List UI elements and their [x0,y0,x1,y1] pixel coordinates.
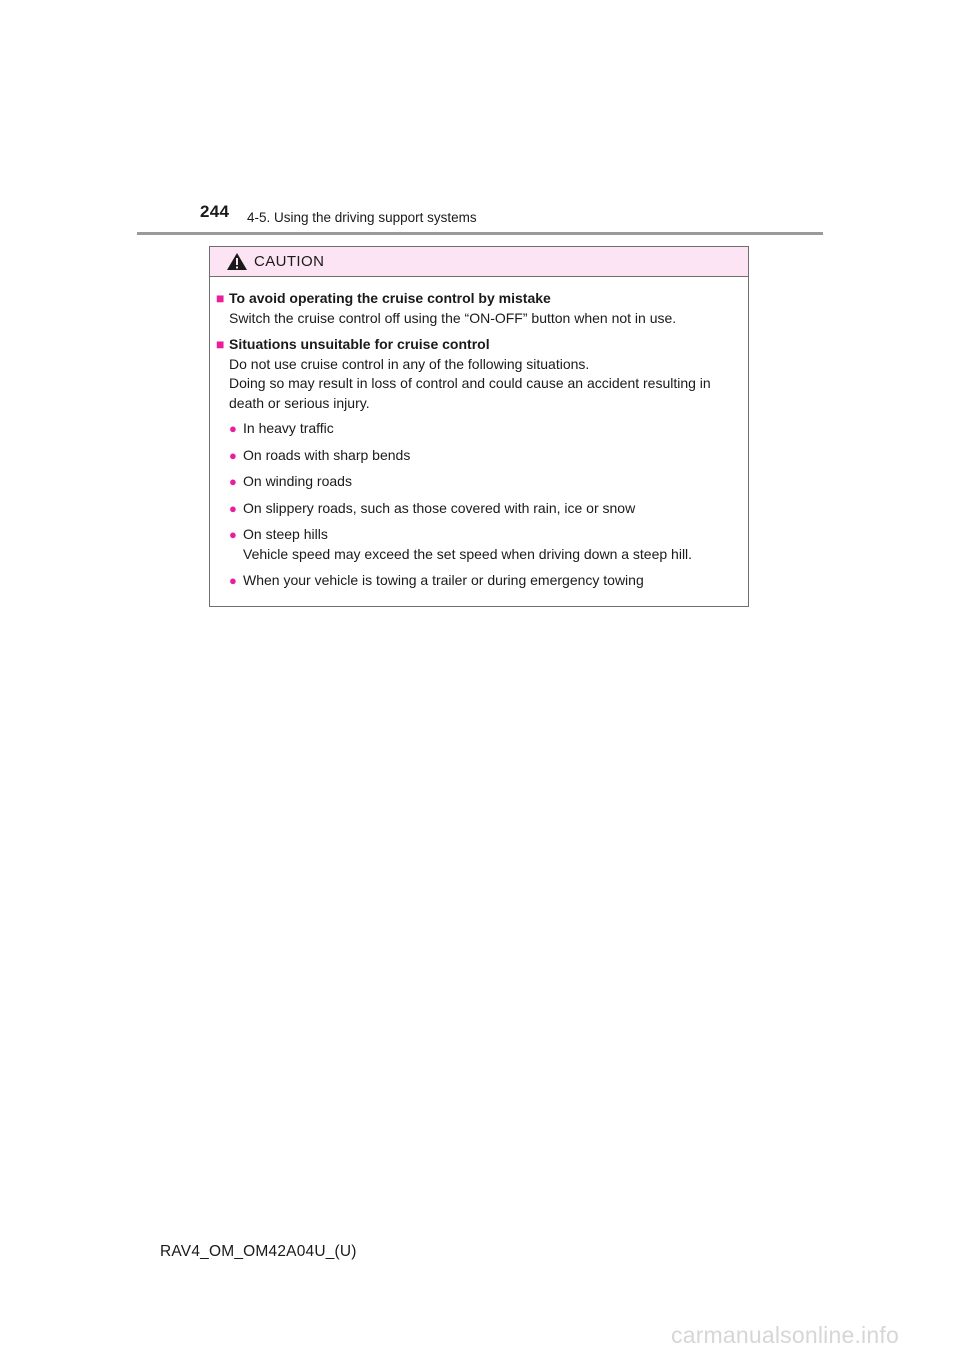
square-bullet-icon: ■ [216,290,225,306]
topic-title [216,289,738,309]
topic-paragraph: Doing so may result in loss of control and could cause an accident resulting in death or serious injury. [229,375,711,411]
circle-bullet-icon: ● [229,500,237,516]
topic-title [216,335,738,355]
list-item [229,571,738,591]
document-code: RAV4_OM_OM42A04U_(U) [160,1243,357,1260]
topic-paragraph: Do not use cruise control in any of the following situations. [229,355,590,372]
circle-bullet-icon: ● [229,447,237,463]
warning-triangle-icon [226,252,248,271]
list-item-text: On slippery roads, such as those covered with rain, ice or snow [243,499,636,516]
topic-text [216,355,738,414]
list-item [229,472,738,492]
page-number: 244 [200,202,230,221]
square-bullet-icon: ■ [216,336,225,352]
caution-topic [216,289,738,328]
page-header [0,0,960,240]
list-item-note: Vehicle speed may exceed the set speed when driving down a steep hill. [243,545,693,562]
circle-bullet-icon: ● [229,421,237,436]
list-item [229,499,738,519]
topic-text [216,309,738,329]
circle-bullet-icon: ● [229,474,237,489]
list-item-text: On roads with sharp bends [243,446,411,463]
caution-header [210,247,748,277]
caution-box [209,246,749,607]
list-item-text: When your vehicle is towing a trailer or during emergency towing [243,572,644,588]
caution-topic [216,335,738,591]
situation-list [216,419,738,591]
list-item-text: In heavy traffic [243,420,334,436]
list-item-text: On steep hills [243,526,328,542]
list-item [229,446,738,466]
circle-bullet-icon: ● [229,573,237,588]
section-title: 4-5. Using the driving support systems [247,210,477,225]
list-item [229,419,738,439]
caution-label: CAUTION [254,253,325,270]
watermark: carmanualsonline.info [671,1322,899,1348]
topic-paragraph: Switch the cruise control off using the “ON-OFF” button when not in use. [229,309,677,326]
topic-title-text: To avoid operating the cruise control by mistake [229,290,551,306]
caution-body [210,277,748,591]
header-rule [137,232,823,235]
circle-bullet-icon: ● [229,527,237,542]
topic-title-text: Situations unsuitable for cruise control [229,336,490,352]
list-item [229,525,738,564]
list-item-text: On winding roads [243,473,352,489]
